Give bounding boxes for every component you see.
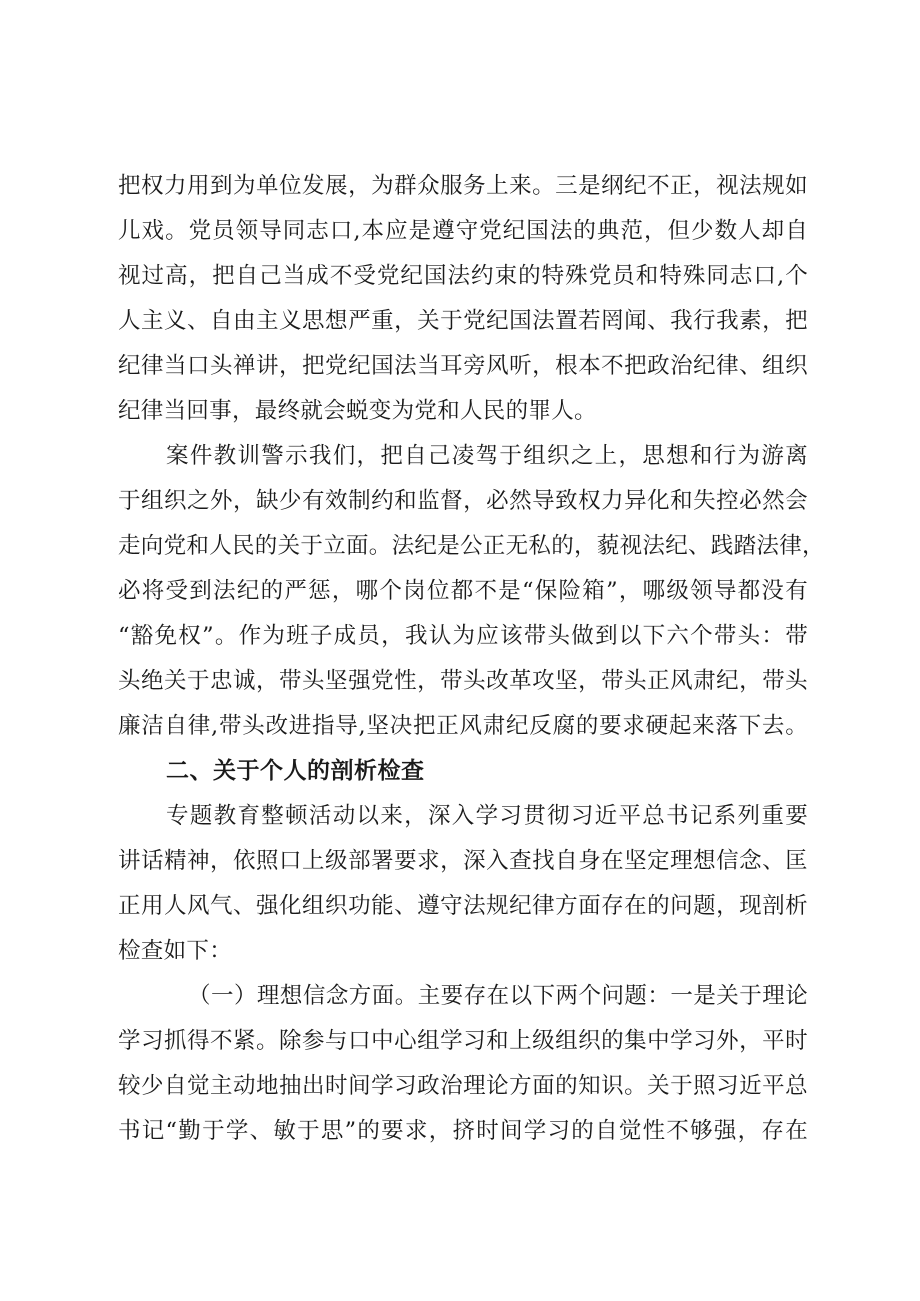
text-line: 讲话精神，依照口上级部署要求，深入查找自身在坚定理想信念、匡 xyxy=(118,848,808,874)
text-line: 把权力用到为单位发展，为群众服务上来。三是纲纪不正，视法规如 xyxy=(118,173,808,199)
text-line: 专题教育整顿活动以来，深入学习贯彻习近平总书记系列重要 xyxy=(166,803,808,829)
text-line: 案件教训警示我们，把自己凌驾于组织之上，思想和行为游离 xyxy=(166,443,808,469)
text-line: 廉洁自律,带头改进指导,坚决把正风肃纪反腐的要求硬起来落下去。 xyxy=(118,713,808,739)
text-line: 正用人风气、强化组织功能、遵守法规纪律方面存在的问题，现剖析 xyxy=(118,893,808,919)
text-line: 纪律当口头禅讲，把党纪国法当耳旁风听，根本不把政治纪律、组织 xyxy=(118,353,808,379)
text-line: 于组织之外，缺少有效制约和监督，必然导致权力异化和失控必然会 xyxy=(118,488,808,514)
text-line: 儿戏。党员领导同志口,本应是遵守党纪国法的典范，但少数人却自 xyxy=(118,218,808,244)
text-line: 人主义、自由主义思想严重，关于党纪国法置若罔闻、我行我素，把 xyxy=(118,308,808,334)
text-line: 书记“勤于学、敏于思”的要求，挤时间学习的自觉性不够强，存在 xyxy=(118,1118,808,1144)
text-line: “豁免权”。作为班子成员，我认为应该带头做到以下六个带头：带 xyxy=(118,623,808,649)
text-line: 头绝关于忠诚，带头坚强党性，带头改革攻坚，带头正风肃纪，带头 xyxy=(118,668,808,694)
text-line: 纪律当回事，最终就会蜕变为党和人民的罪人。 xyxy=(118,398,597,424)
text-line: 必将受到法纪的严惩，哪个岗位都不是“保险箱”，哪级领导都没有 xyxy=(118,578,808,604)
text-line: 较少自觉主动地抽出时间学习政治理论方面的知识。关于照习近平总 xyxy=(118,1073,808,1099)
text-line: 学习抓得不紧。除参与口中心组学习和上级组织的集中学习外，平时 xyxy=(118,1028,808,1054)
section-heading: 二、关于个人的剖析检查 xyxy=(166,758,425,784)
text-line: 走向党和人民的关于立面。法纪是公正无私的，藐视法纪、践踏法律， xyxy=(118,533,825,559)
text-line: 视过高，把自己当成不受党纪国法约束的特殊党员和特殊同志口,个 xyxy=(118,263,808,289)
text-line: （一）理想信念方面。主要存在以下两个问题：一是关于理论 xyxy=(188,983,808,1009)
text-line: 检查如下： xyxy=(118,938,233,964)
